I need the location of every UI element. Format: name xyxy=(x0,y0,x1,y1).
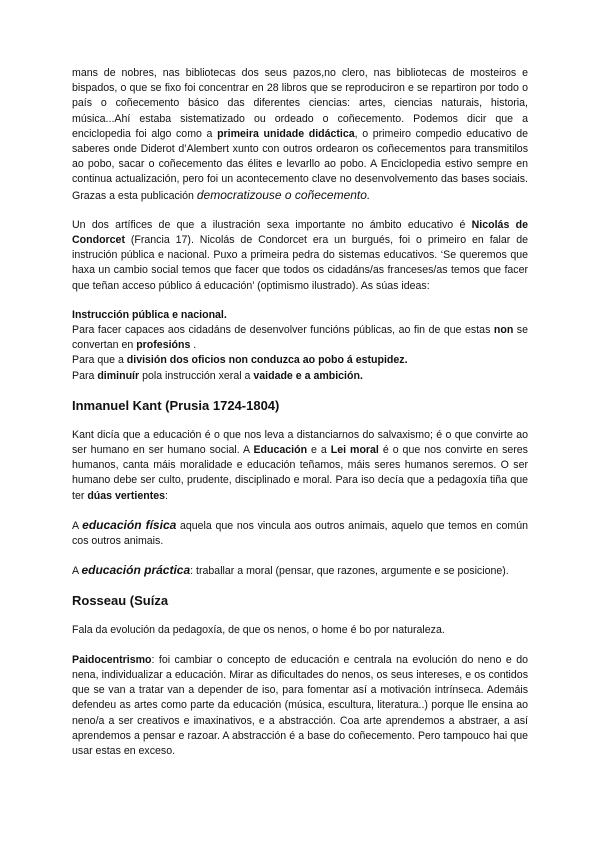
text-run: : xyxy=(165,489,168,502)
text-run: A xyxy=(72,519,83,532)
text-run: . xyxy=(190,339,197,352)
italic-run: democratizouse o coñecemento. xyxy=(196,187,371,202)
text-run: Kant dicía que a educación é o que nos leva a distanciarnos do salvaxismo; é o que convirte ao ser humano en ser humano social. A xyxy=(72,428,528,457)
bold-run: Lei moral xyxy=(330,444,379,457)
text-run: : traballar a moral (pensar, que razones, argumente e se posicione). xyxy=(190,565,509,578)
bold-run: profesións xyxy=(136,339,191,352)
text-run: A xyxy=(72,565,82,578)
text-run: se convertan en xyxy=(72,324,528,352)
bold-run: diminuír xyxy=(97,369,140,382)
bold-run: Nicolás de Condorcet xyxy=(72,218,528,247)
text-run: , o primeiro compedio educativo de saberes onde Diderot d’Alembert xunto con outros ordearon os coñecementos para transmitilos ao pobo, sacar o coñecemento das élites e levarllo ao pobo. A Enciclopedia estivo sempre en continua actualización, pero foi un acontecemento clave no desenvolvemento das bases sociais. Grazas a esta publicación xyxy=(72,127,528,202)
paidocentrismo-paragraph xyxy=(72,653,528,759)
bold-run: división dos oficios non conduzca ao pobo á estupidez. xyxy=(126,354,408,367)
text-run: Para que a xyxy=(72,354,127,367)
educacion-fisica-paragraph xyxy=(72,518,528,549)
bold-run: non xyxy=(493,324,514,337)
kant-paragraph xyxy=(72,428,528,504)
text-run: e a xyxy=(307,444,331,457)
ideas-heading xyxy=(72,308,528,323)
document-page xyxy=(72,66,528,773)
bold-run: Instrucción pública e nacional. xyxy=(72,308,227,321)
text-run: (Francia 17). Nicolás de Condorcet era un burgués, foi o primeiro en falar de instrución pública e nacional. Puxo a primeira pedra do sistemas educativos. ‘Se queremos que haxa un cambio social temos que facer que todos os cidadáns/as franceses/as temos que facer que teñan acceso público á educación’ (optimismo ilustrado). As súas ideas: xyxy=(72,234,528,292)
text-run: Un dos artífices de que a ilustración sexa importante no ámbito educativo é xyxy=(72,218,472,231)
rosseau-intro-paragraph: Fala da evolución da pedagoxía, de que os nenos, o home é bo por naturaleza. xyxy=(72,624,445,637)
text-run: : foi cambiar o concepto de educación e centrala na evolución do neno e do nena, individualizar a educación. Mirar as dificultades do nenos, os seus intereses, e os contidos que se van a tratar van a depender de iso, para fomentar así a motivación intrínseca. Ademáis defendeu as artes como parte da educación (música, escultura, literatura..) porque lle ensina ao neno/a a ser creativos e imaxinativos, e a abstracción. Coa arte aprendemos a abstraer, a así aprendemos a pensar e razoar. A abstracción é a base do coñecemento. Pero tampouco hai que usar estas en exceso. xyxy=(72,653,528,757)
condorcet-ideas xyxy=(72,308,528,384)
text-run: Para facer capaces aos cidadáns de desenvolver funcións públicas, ao fin de que estas xyxy=(72,324,494,337)
bold-italic-run: educación práctica xyxy=(81,563,191,578)
bold-run: primeira unidade didáctica xyxy=(217,127,355,140)
condorcet-paragraph xyxy=(72,218,528,294)
idea-line-2 xyxy=(72,353,528,368)
bold-run: vaidade e a ambición. xyxy=(253,369,363,382)
bold-run: Educación xyxy=(253,444,308,457)
enciclopedia-paragraph xyxy=(72,66,528,204)
text-run: é o que nos convirte en seres humanos, canta máis moralidade e educación teñamos, máis seres humanos seremos. O ser humano debe ser culto, prudente, disciplinado e moral. Para iso decía que a pedagoxía tiña que ter xyxy=(72,444,528,502)
text-run: aquela que nos vincula aos outros animais, aquelo que temos en común cos outros animais. xyxy=(72,519,528,548)
educacion-practica-paragraph xyxy=(72,563,528,579)
rosseau-heading: Rosseau (Suíza xyxy=(72,593,169,609)
text-run: mans de nobres, nas bibliotecas dos seus pazos,no clero, nas bibliotecas de mosteiros e bispados, o que se fixo foi concentrar en 28 libros que se reproduciron e se repartiron por todo o país o coñecemento básico das diferentes ciencias: artes, ciencias naturais, historia, música...Ahí estaba sistematizado ou ordeado o coñecemento. Podemos dicir que a enciclopedia foi algo como a xyxy=(72,67,528,140)
bold-run: Paidocentrismo xyxy=(72,653,152,666)
text-run: pola instrucción xeral a xyxy=(139,369,254,382)
bold-italic-run: educación física xyxy=(82,517,177,532)
idea-line-1 xyxy=(72,323,528,353)
bold-run: dúas vertientes xyxy=(87,489,166,502)
text-run: Para xyxy=(72,369,98,382)
kant-heading: Inmanuel Kant (Prusia 1724-1804) xyxy=(72,397,280,413)
idea-line-3 xyxy=(72,369,528,384)
